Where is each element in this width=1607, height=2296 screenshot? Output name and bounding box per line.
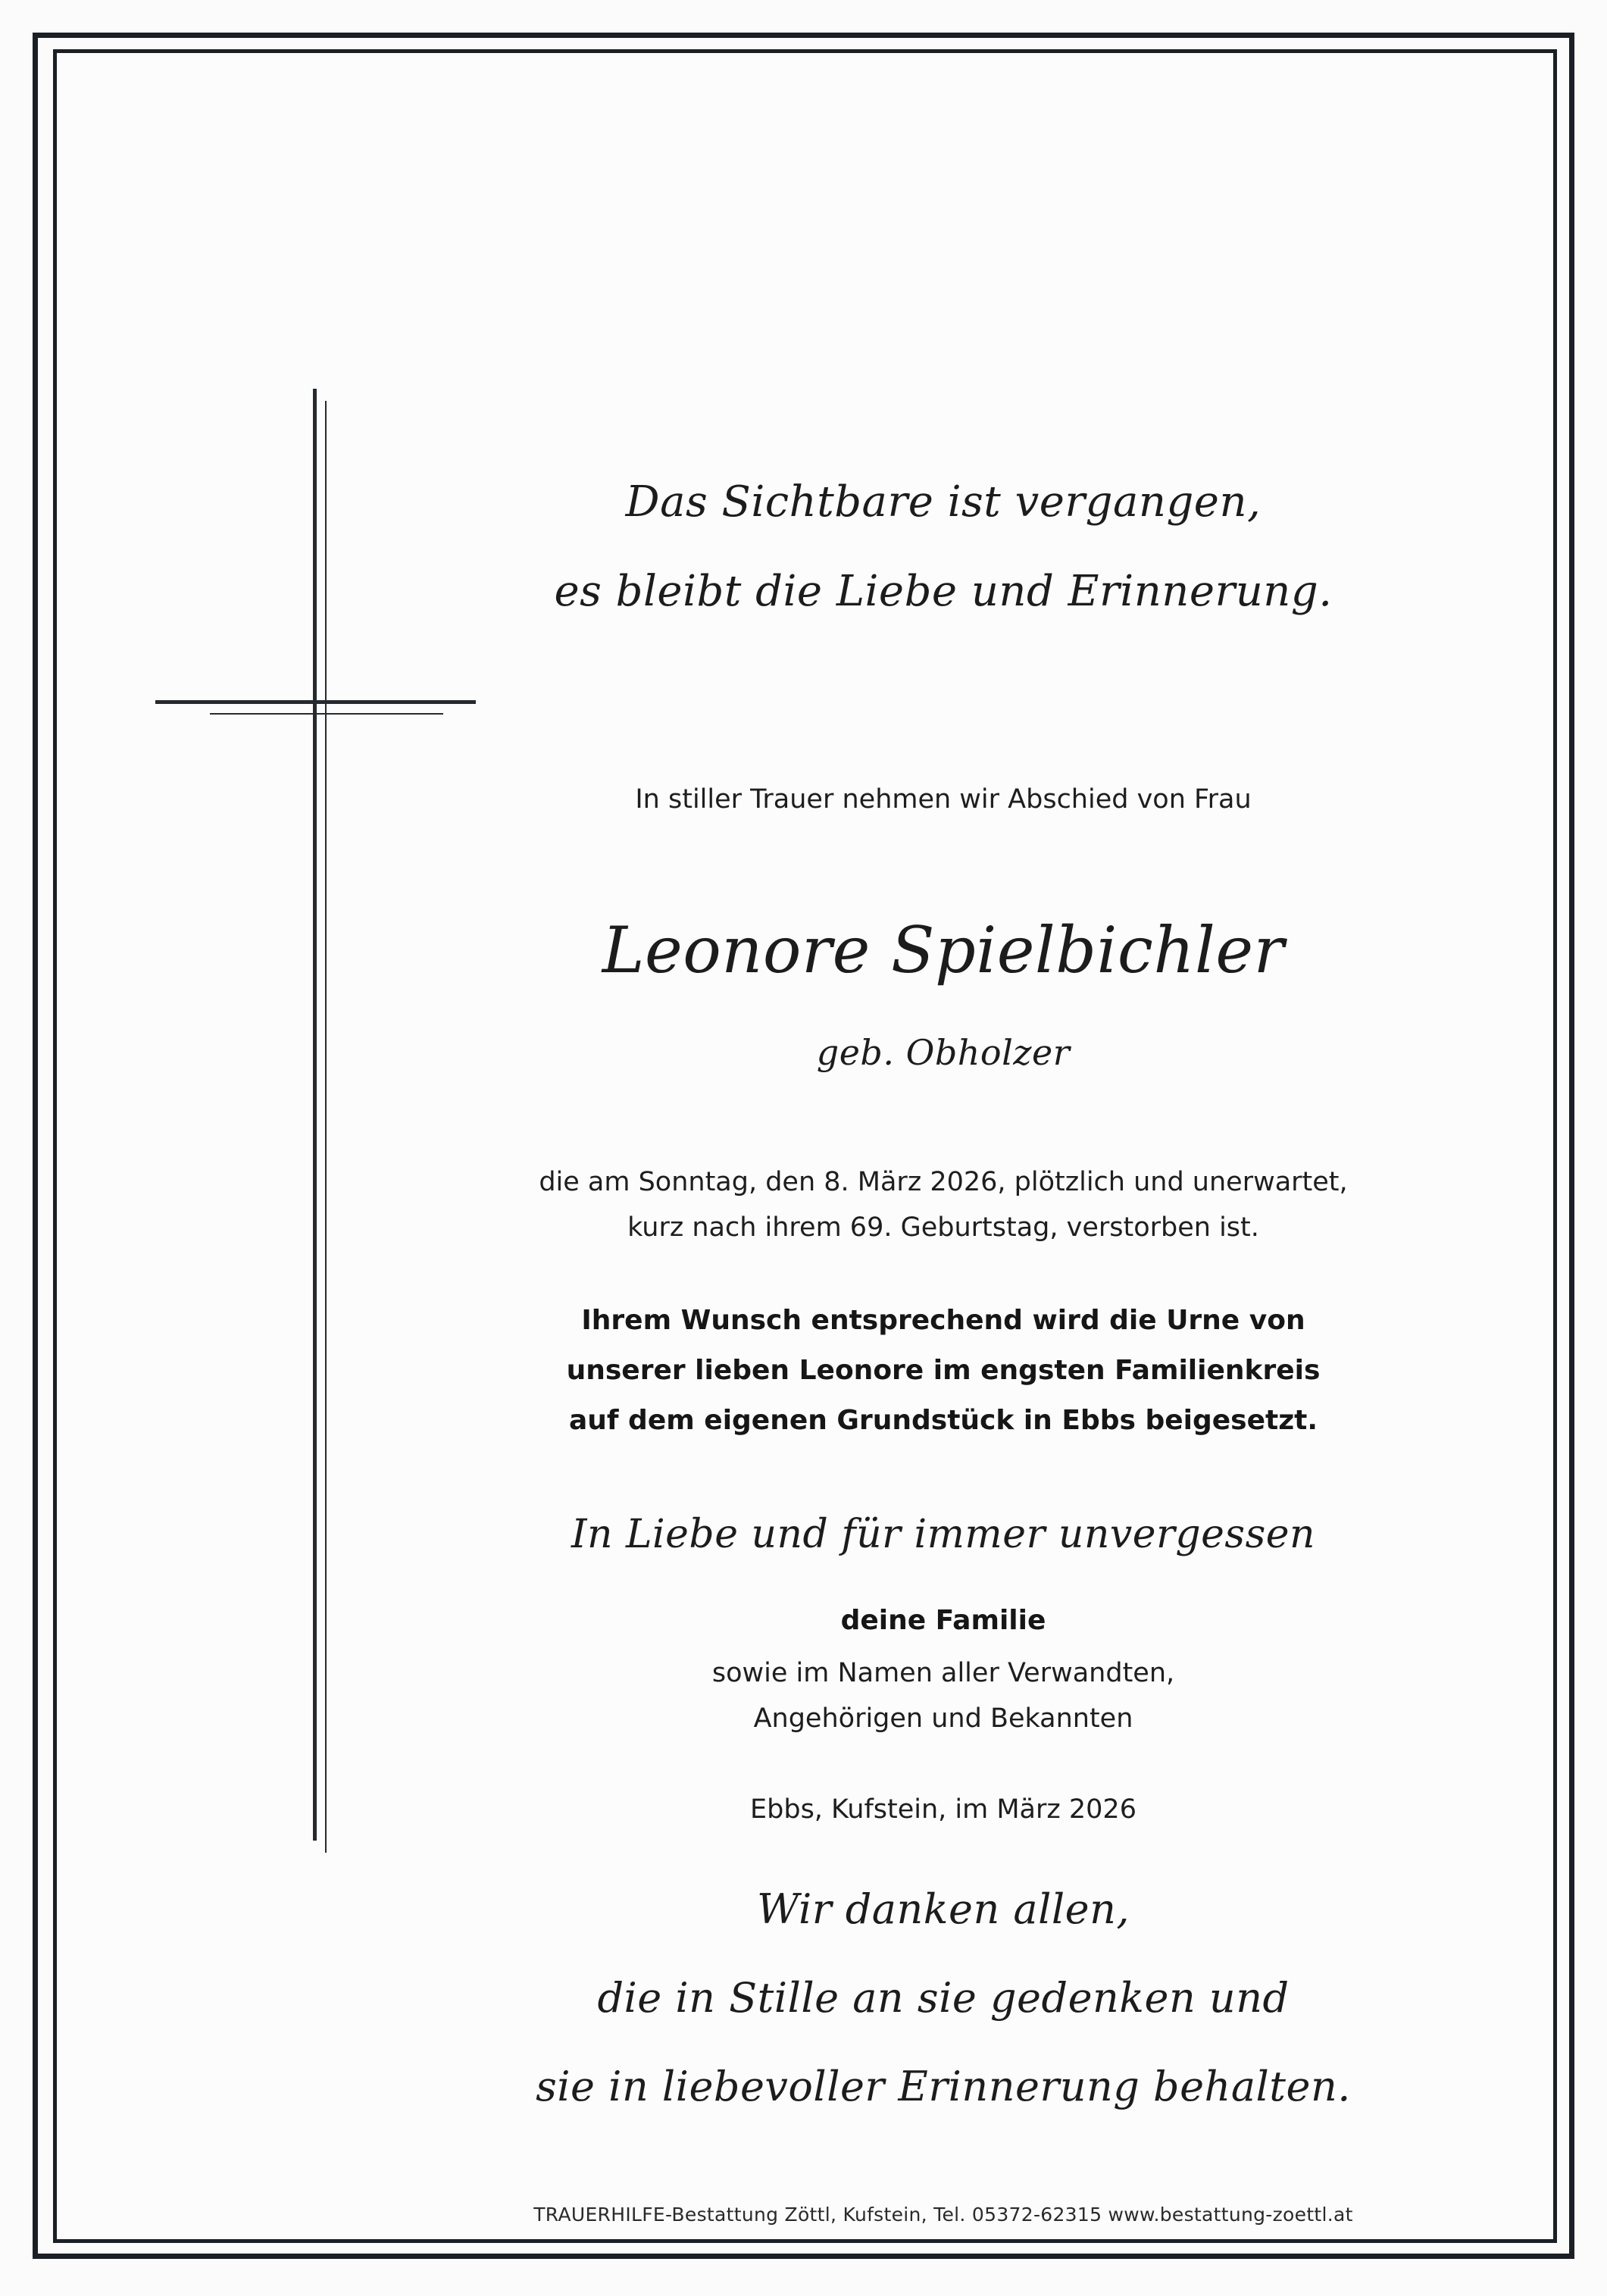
maiden-name: geb. Obholzer — [816, 1032, 1071, 1073]
burial-notice-line-3: auf dem eigenen Grundstück in Ebbs beigesetzt. — [568, 1405, 1318, 1436]
intro-text: In stiller Trauer nehmen wir Abschied von Frau — [635, 784, 1252, 815]
cross-vertical-thick — [313, 389, 317, 1841]
burial-notice-line-2: unserer lieben Leonore im engsten Familienkreis — [566, 1355, 1321, 1386]
cross-vertical-thin — [325, 401, 327, 1853]
deceased-name: Leonore Spielbichler — [602, 913, 1285, 987]
cross-horizontal-thin — [210, 713, 443, 715]
cross-horizontal-thick — [155, 700, 476, 704]
signatory-line-2: sowie im Namen aller Verwandten, — [711, 1658, 1175, 1688]
funeral-home-footer: TRAUERHILFE-Bestattung Zöttl, Kufstein, Tel. 05372-62315 www.bestattung-zoettl.at — [533, 2204, 1353, 2226]
thanks-line-3: sie in liebevoller Erinnerung behalten. — [536, 2063, 1351, 2110]
signatory-family: deine Familie — [840, 1605, 1046, 1636]
death-notice-line-2: kurz nach ihrem 69. Geburtstag, verstorben ist. — [627, 1212, 1259, 1243]
farewell-text: In Liebe und für immer unvergessen — [571, 1512, 1316, 1557]
quote-line-1: Das Sichtbare ist vergangen, — [625, 477, 1262, 527]
signatory-line-3: Angehörigen und Bekannten — [753, 1703, 1133, 1734]
burial-notice-line-1: Ihrem Wunsch entsprechend wird die Urne von — [581, 1305, 1305, 1336]
place-date: Ebbs, Kufstein, im März 2026 — [750, 1794, 1136, 1825]
thanks-line-1: Wir danken allen, — [756, 1885, 1130, 1933]
quote-line-2: es bleibt die Liebe und Erinnerung. — [554, 567, 1333, 616]
death-notice-line-1: die am Sonntag, den 8. März 2026, plötzlich und unerwartet, — [539, 1167, 1348, 1197]
thanks-line-2: die in Stille an sie gedenken und — [597, 1974, 1290, 2022]
